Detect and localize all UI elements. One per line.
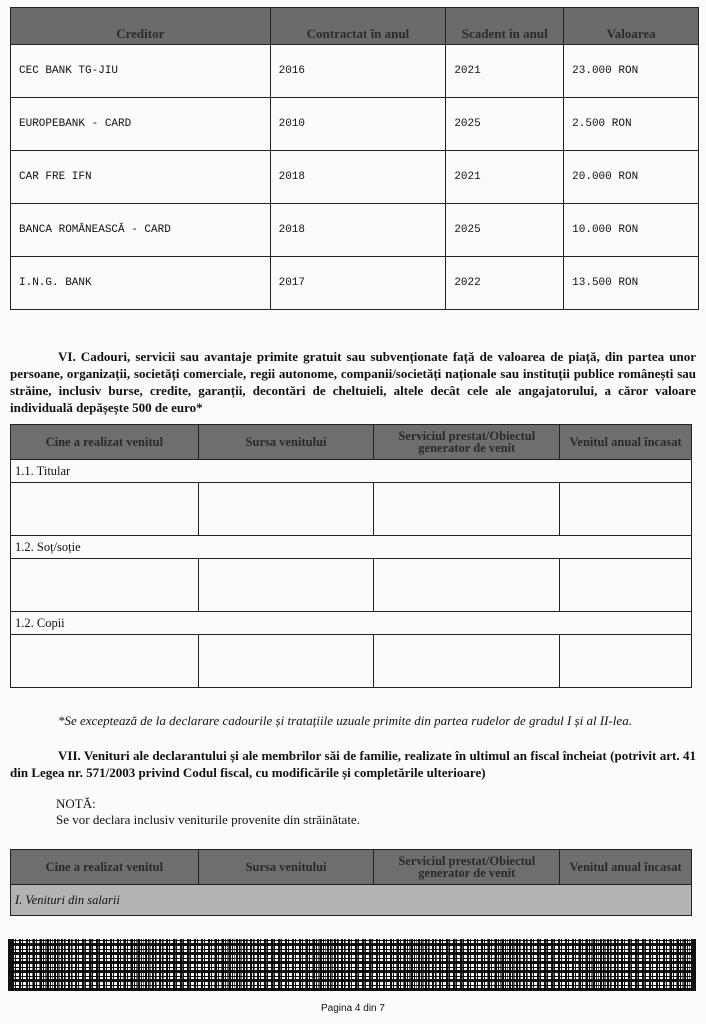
income-table (10, 849, 692, 916)
due-year-cell: 2025 (446, 204, 564, 257)
column-header: Venitul anual încasat (560, 850, 692, 885)
gifts-table-header (11, 425, 692, 460)
empty-cell (374, 635, 560, 688)
empty-cell (374, 559, 560, 612)
creditor-cell: CAR FRE IFN (11, 151, 271, 204)
creditor-cell: BANCA ROMÂNEASCĂ - CARD (11, 204, 271, 257)
empty-cell (374, 483, 560, 536)
contract-year-cell: 2018 (270, 204, 446, 257)
contract-year-cell: 2018 (270, 151, 446, 204)
due-year-cell: 2021 (446, 45, 564, 98)
section-vi-heading (10, 348, 696, 416)
column-header: Sursa venitului (198, 425, 374, 460)
empty-cell (198, 559, 374, 612)
section-vi-text: VI. Cadouri, servicii sau avantaje primite gratuit sau subvenționate față de valoarea de piață, din partea unor persoane, organizații, societăți comerciale, regii autonome, companii/societăți naționale sau instituții publice românești sau străine, inclusiv burse, credite, garanții, decontări de cheltuieli, altele decât cele ale angajatorului, a căror valoare individuală depășește 500 de euro* (10, 349, 696, 415)
value-cell: 2.500 RON (564, 98, 699, 151)
empty-cell (11, 559, 199, 612)
creditor-cell: CEC BANK TG-JIU (11, 45, 271, 98)
table-row (11, 635, 692, 688)
nota-title: NOTĂ: (56, 796, 96, 811)
group-row-titular (11, 460, 692, 483)
column-header: Venitul anual încasat (560, 425, 692, 460)
column-header: Creditor (11, 8, 271, 45)
creditor-cell: EUROPEBANK - CARD (11, 98, 271, 151)
page-number: Pagina 4 din 7 (321, 1003, 385, 1014)
group-label: 1.2. Soț/soție (11, 536, 692, 559)
table-row (11, 483, 692, 536)
contract-year-cell: 2010 (270, 98, 446, 151)
due-year-cell: 2025 (446, 98, 564, 151)
nota-block (56, 796, 360, 828)
table-row (11, 151, 699, 204)
value-cell: 10.000 RON (564, 204, 699, 257)
barcode-pattern (8, 939, 696, 991)
table-row (11, 45, 699, 98)
table-row (11, 559, 692, 612)
column-header: Cine a realizat venitul (11, 850, 199, 885)
empty-cell (198, 635, 374, 688)
contract-year-cell: 2016 (270, 45, 446, 98)
income-category-label: I. Venituri din salarii (11, 885, 692, 916)
section-vii-heading (10, 747, 696, 781)
empty-cell (560, 483, 692, 536)
creditor-table-header (11, 8, 699, 45)
column-header: Contractat în anul (270, 8, 446, 45)
column-header: Scadent în anul (446, 8, 564, 45)
empty-cell (560, 559, 692, 612)
group-row-children (11, 612, 692, 635)
group-label: 1.1. Titular (11, 460, 692, 483)
empty-cell (198, 483, 374, 536)
group-label: 1.2. Copii (11, 612, 692, 635)
empty-cell (11, 483, 199, 536)
group-row-spouse (11, 536, 692, 559)
column-header: Serviciul prestat/Obiectul generator de venit (374, 425, 560, 460)
table-row (11, 257, 699, 310)
creditor-cell: I.N.G. BANK (11, 257, 271, 310)
contract-year-cell: 2017 (270, 257, 446, 310)
column-header: Valoarea (564, 8, 699, 45)
column-header: Cine a realizat venitul (11, 425, 199, 460)
empty-cell (11, 635, 199, 688)
table-row (11, 204, 699, 257)
creditor-table (10, 7, 699, 310)
section-vii-text: VII. Venituri ale declarantului și ale membrilor săi de familie, realizate în ultimul an fiscal încheiat (potrivit art. 41 din Legea nr. 571/2003 privind Codul fiscal, cu modificările și completările ulterioare) (10, 748, 696, 780)
due-year-cell: 2022 (446, 257, 564, 310)
nota-text: Se vor declara inclusiv veniturile provenite din străinătate. (56, 812, 360, 827)
value-cell: 23.000 RON (564, 45, 699, 98)
value-cell: 20.000 RON (564, 151, 699, 204)
empty-cell (560, 635, 692, 688)
due-year-cell: 2021 (446, 151, 564, 204)
table-row (11, 98, 699, 151)
column-header: Sursa venitului (198, 850, 374, 885)
gifts-table (10, 424, 692, 688)
table-row (11, 885, 692, 916)
footnote: *Se exceptează de la declarare cadourile și tratațiile uzuale primite din partea rudelor de gradul I și al II-lea. (58, 713, 632, 728)
income-table-header (11, 850, 692, 885)
column-header: Serviciul prestat/Obiectul generator de venit (374, 850, 560, 885)
value-cell: 13.500 RON (564, 257, 699, 310)
